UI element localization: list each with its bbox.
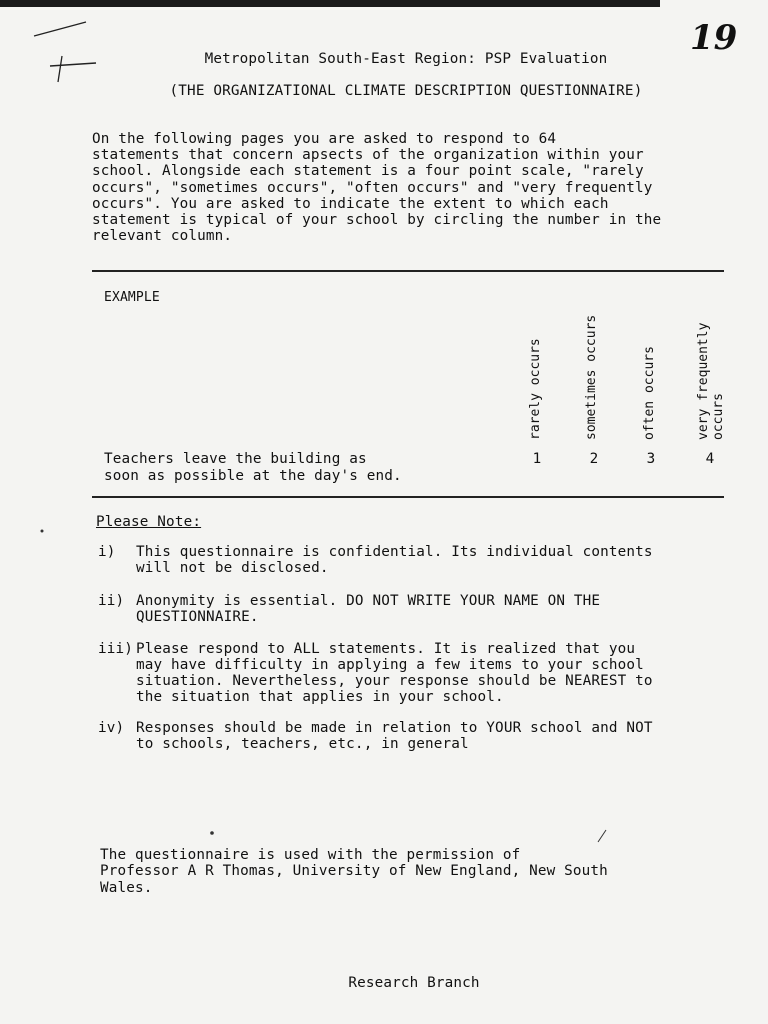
handwritten-page-number: 19 (690, 18, 738, 58)
scale-label-rarely: rarely occurs (528, 338, 543, 440)
note-marker: i) (98, 544, 116, 560)
speck-1 (41, 530, 44, 533)
notes-heading: Please Note: (96, 514, 202, 530)
note-marker: ii) (98, 593, 125, 609)
scale-label-sometimes: sometimes occurs (584, 314, 599, 440)
example-label: EXAMPLE (104, 290, 160, 305)
scale-label-often: often occurs (642, 346, 657, 440)
footer-department: Research Branch (348, 975, 480, 991)
note-marker: iii) (98, 641, 134, 657)
document-subtitle: (THE ORGANIZATIONAL CLIMATE DESCRIPTION QUESTIONNAIRE) (169, 83, 643, 99)
note-text: Anonymity is essential. DO NOT WRITE YOUR NAME ON THE QUESTIONNAIRE. (136, 593, 601, 625)
scale-number-2[interactable]: 2 (589, 451, 599, 467)
pen-stroke-1 (34, 22, 86, 36)
pen-tick (598, 830, 606, 842)
scale-number-3[interactable]: 3 (646, 451, 656, 467)
intro-paragraph: On the following pages you are asked to respond to 64 statements that concern apsects of the organization within your school. Alongside each statement is a four point scale, "rarely occurs", "sometimes occurs", "often occurs" and "very frequently occurs". You are asked to indicate the extent to which each statement is typical of your school by circling the number in the relevant column. (92, 131, 662, 245)
note-marker: iv) (98, 720, 125, 736)
permission-statement: The questionnaire is used with the permission of Professor A R Thomas, University of New England, New South Wales. (100, 847, 608, 896)
note-text: This questionnaire is confidential. Its individual contents will not be disclosed. (136, 544, 653, 576)
scale-number-4[interactable]: 4 (705, 451, 715, 467)
note-text: Please respond to ALL statements. It is realized that you may have difficulty in applying a few items to your school situation. Nevertheless, your response should be NEAREST to the situation that applies in your school. (136, 641, 653, 705)
scale-label-very-frequently: very frequently (696, 322, 711, 440)
scale-number-1[interactable]: 1 (532, 451, 542, 467)
document-title: Metropolitan South-East Region: PSP Evaluation (204, 51, 608, 67)
speck-2 (210, 831, 214, 835)
example-bottom-rule (92, 496, 724, 498)
example-top-rule (92, 270, 724, 272)
note-text: Responses should be made in relation to YOUR school and NOT to schools, teachers, etc., in general (136, 720, 653, 752)
scale-label-very-frequently-occurs: occurs (711, 393, 726, 440)
example-statement: Teachers leave the building as soon as possible at the day's end. (104, 451, 402, 484)
